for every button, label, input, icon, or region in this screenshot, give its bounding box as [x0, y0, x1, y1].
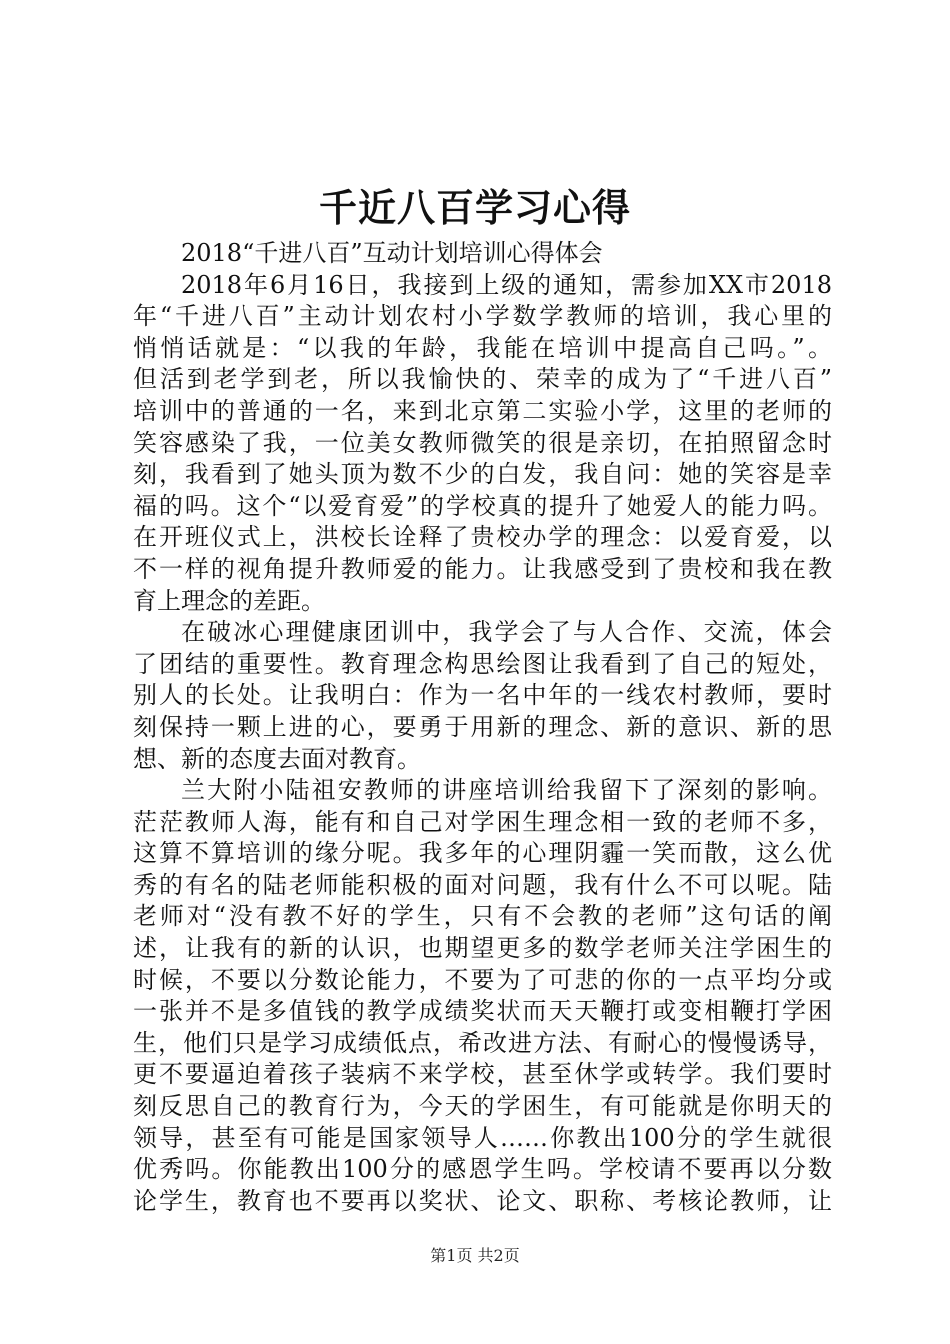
text-line: 年“千进八百”主动计划农村小学数学教师的培训，我心里的 — [133, 302, 832, 331]
text-line: 了团结的重要性。教育理念构思绘图让我看到了自己的短处， — [133, 649, 832, 678]
text-line: 笑容感染了我，一位美女教师微笑的很是亲切，在拍照留念时 — [133, 428, 832, 457]
document-body — [133, 238, 832, 1217]
text-line: 2018年6月16日，我接到上级的通知，需参加XX市2018 — [181, 270, 832, 299]
text-line: 这算不算培训的缘分呢。我多年的心理阴霾一笑而散，这么优 — [133, 839, 832, 868]
page-title: 千近八百学习心得 — [318, 185, 631, 230]
text-line: 不一样的视角提升教师爱的能力。让我感受到了贵校和我在教 — [133, 554, 832, 583]
text-line: 一张并不是多值钱的教学成绩奖状而天天鞭打或变相鞭打学困 — [133, 997, 832, 1026]
text-line: 在开班仪式上，洪校长诠释了贵校办学的理念：以爱育爱，以 — [133, 523, 832, 552]
text-line: 优秀吗。你能教出100分的感恩学生吗。学校请不要再以分数 — [133, 1155, 832, 1184]
text-line: 别人的长处。让我明白：作为一名中年的一线农村教师，要时 — [133, 681, 832, 710]
text-line: 生，他们只是学习成绩低点，希改进方法、有耐心的慢慢诱导， — [133, 1028, 832, 1057]
text-line: 刻反思自己的教育行为，今天的学困生，有可能就是你明天的 — [133, 1092, 832, 1121]
text-line: 福的吗。这个“以爱育爱”的学校真的提升了她爱人的能力吗。 — [133, 491, 832, 520]
text-line: 想、新的态度去面对教育。 — [133, 744, 421, 773]
text-line: 老师对“没有教不好的学生，只有不会教的老师”这句话的阐 — [133, 902, 832, 931]
text-line: 茫茫教师人海，能有和自己对学困生理念相一致的老师不多， — [133, 807, 832, 836]
text-line: 刻保持一颗上进的心，要勇于用新的理念、新的意识、新的思 — [133, 712, 832, 741]
text-line: 更不要逼迫着孩子装病不来学校，甚至休学或转学。我们要时 — [133, 1060, 832, 1089]
text-line: 悄悄话就是：“以我的年龄，我能在培训中提高自己吗。”。 — [133, 333, 832, 362]
text-line: 刻，我看到了她头顶为数不少的白发，我自问：她的笑容是幸 — [133, 460, 832, 489]
text-line: 时候，不要以分数论能力，不要为了可悲的你的一点平均分或 — [133, 965, 832, 994]
text-line: 秀的有名的陆老师能积极的面对问题，我有什么不可以呢。陆 — [133, 870, 832, 899]
text-line: 2018“千进八百”互动计划培训心得体会 — [181, 239, 603, 267]
text-line: 但活到老学到老，所以我愉快的、荣幸的成为了“千进八百” — [133, 365, 832, 394]
text-line: 在破冰心理健康团训中，我学会了与人合作、交流，体会 — [181, 618, 832, 647]
text-line: 育上理念的差距。 — [133, 586, 325, 615]
text-line: 培训中的普通的一名，来到北京第二实验小学，这里的老师的 — [133, 396, 832, 425]
text-line: 论学生，教育也不要再以奖状、论文、职称、考核论教师，让 — [133, 1186, 832, 1215]
page-number-footer: 第1页 共2页 — [430, 1246, 520, 1265]
text-line: 领导，甚至有可能是国家领导人……你教出100分的学生就很 — [133, 1123, 832, 1152]
text-line: 述，让我有的新的认识，也期望更多的数学老师关注学困生的 — [133, 934, 832, 963]
text-line: 兰大附小陆祖安教师的讲座培训给我留下了深刻的影响。 — [181, 776, 832, 805]
